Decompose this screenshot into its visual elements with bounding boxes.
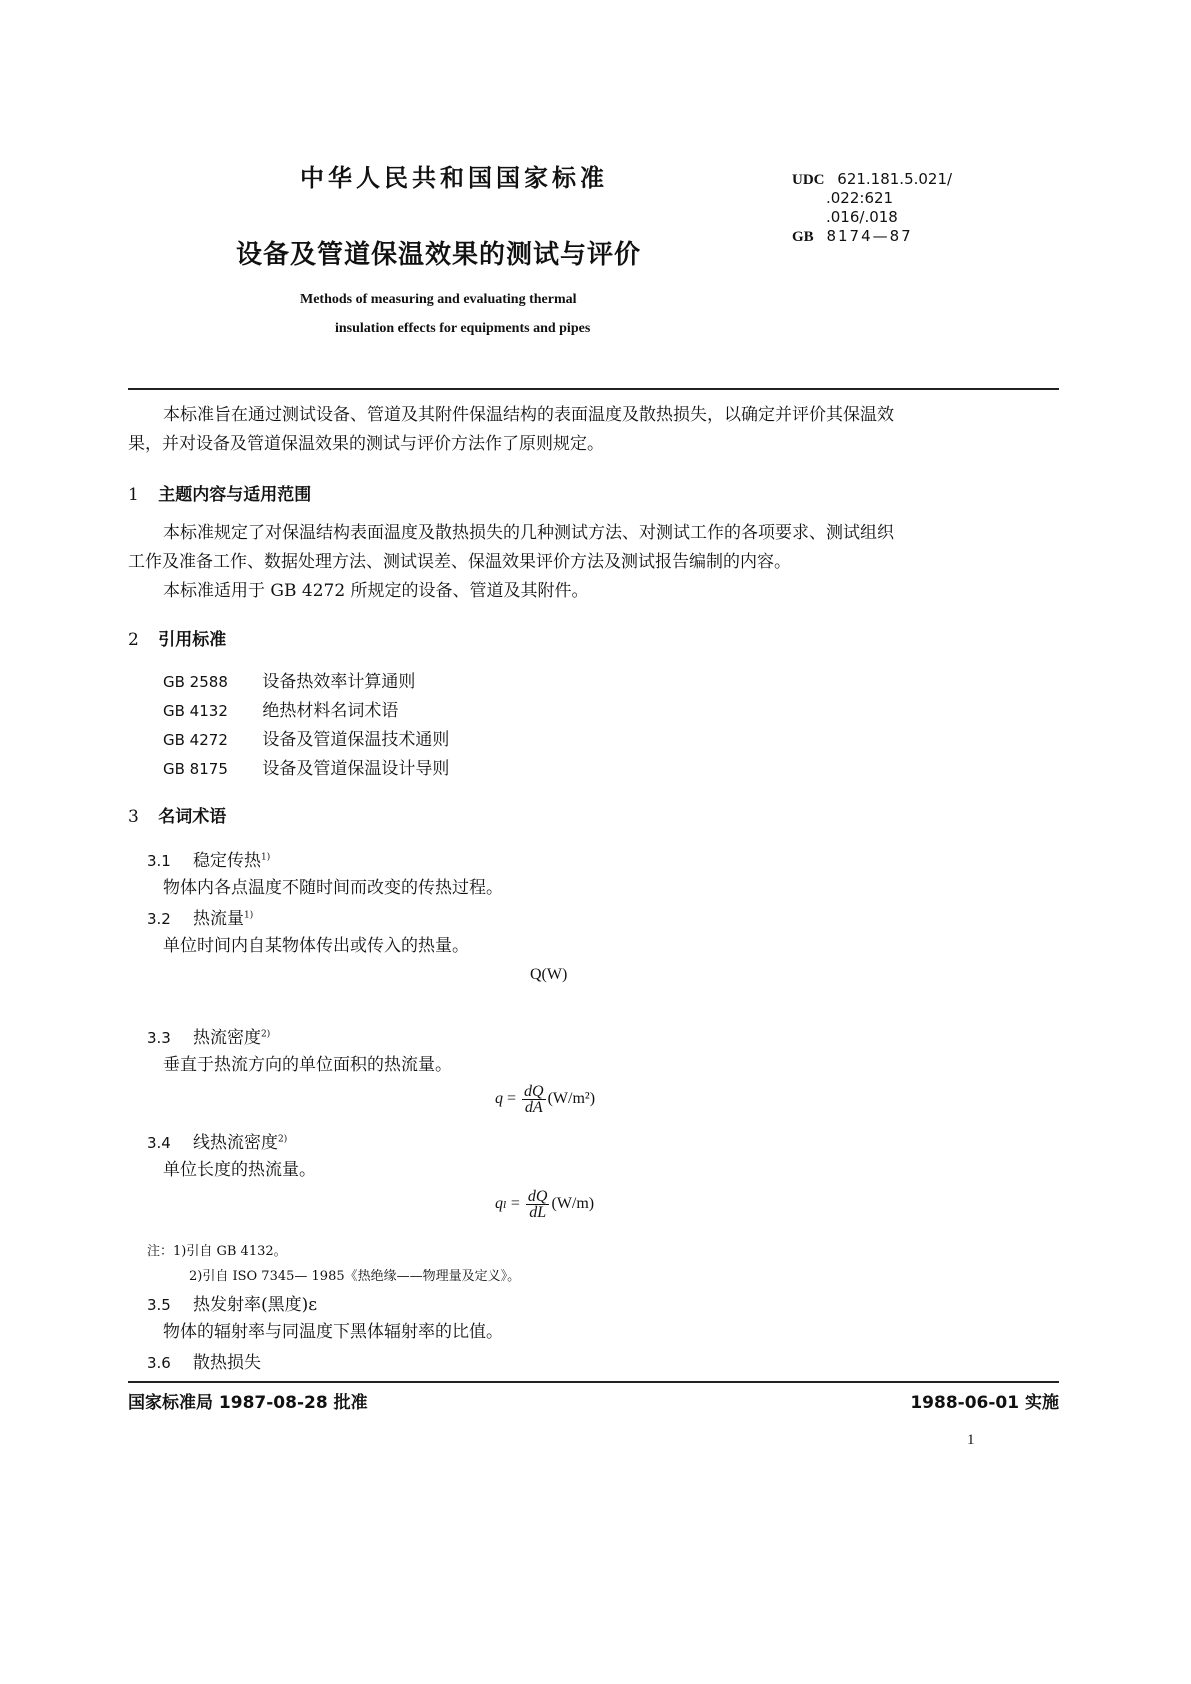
formula-lhs: qₗ [495,1195,507,1213]
gb-label: GB [792,229,814,245]
reference-list [163,667,449,783]
term-3-1-number: 3.1 [147,852,171,870]
udc-line2: .022:621 [826,189,894,207]
gb-number: 8174—87 [826,227,913,245]
udc-line3: .016/.018 [826,208,898,226]
section-1-title: 主题内容与适用范围 [158,485,312,505]
term-3-2-number: 3.2 [147,910,171,928]
term-3-4-definition: 单位长度的热流量。 [163,1160,316,1180]
formula-heat-flow: Q(W) [530,966,568,983]
section-2-title: 引用标准 [158,630,227,650]
reference-code: GB 2588 [163,673,228,691]
reference-code: GB 4272 [163,731,228,749]
national-standard-heading: 中华人民共和国国家标准 [300,164,608,192]
section-1-heading [128,480,311,505]
reference-item [163,667,449,696]
formula-unit: (W/m²) [547,1090,596,1108]
document-title-en-line2: insulation effects for equipments and pipes [335,321,591,336]
approval-line: 国家标准局 1987-08-28 批准 [128,1393,368,1413]
footnote-2: 2)引自 ISO 7345— 1985《热绝缘——物理量及定义》。 [189,1269,521,1284]
term-3-1-label: 稳定传热 [193,851,261,871]
formula-denominator: dA [524,1099,543,1116]
section-3-heading [128,802,226,827]
term-3-5-definition: 物体的辐射率与同温度下黑体辐射率的比值。 [163,1322,503,1342]
section-1-para2: 本标准适用于 GB 4272 所规定的设备、管道及其附件。 [163,581,589,601]
term-3-1 [147,846,270,871]
term-3-6-number: 3.6 [147,1354,171,1372]
term-3-4-footnote-ref: 2) [278,1134,288,1145]
intro-line1: 本标准旨在通过测试设备、管道及其附件保温结构的表面温度及散热损失，以确定并评价其保温效 [163,405,894,425]
term-3-6-label: 散热损失 [193,1353,261,1373]
footnotes [147,1240,520,1290]
section-2-number: 2 [128,630,139,650]
term-3-2-footnote-ref: 1) [244,910,254,921]
term-3-5-label: 热发射率(黑度)ε [193,1295,318,1315]
formula-numerator: dQ [524,1083,544,1100]
section-2-heading [128,625,226,650]
term-3-4-number: 3.4 [147,1134,171,1152]
footnote-1 [147,1240,520,1265]
term-3-3-label: 热流密度 [193,1028,261,1048]
formula-numerator: dQ [527,1188,548,1205]
term-3-4 [147,1128,287,1153]
header-divider [128,388,1059,390]
term-3-3-number: 3.3 [147,1029,171,1047]
formula-unit: (W/m) [551,1195,595,1213]
term-3-1-definition: 物体内各点温度不随时间而改变的传热过程。 [163,878,503,898]
section-1-para1-line2: 工作及准备工作、数据处理方法、测试误差、保温效果评价方法及测试报告编制的内容。 [128,552,791,572]
udc-line1: 621.181.5.021/ [837,170,953,188]
reference-code: GB 4132 [163,702,228,720]
term-3-4-label: 线热流密度 [193,1133,278,1153]
reference-name: 设备热效率计算通则 [262,672,416,692]
formula-fraction [526,1189,550,1220]
term-3-2-definition: 单位时间内自某物体传出或传入的热量。 [163,936,469,956]
section-3-number: 3 [128,807,139,827]
term-3-6 [147,1348,261,1373]
formula-lhs: q [495,1090,503,1108]
term-3-2 [147,904,253,929]
reference-item [163,696,449,725]
term-3-1-footnote-ref: 1) [261,852,271,863]
document-title-en-line1: Methods of measuring and evaluating thermal [300,292,577,307]
udc-label: UDC [792,172,825,188]
footer-divider [128,1381,1059,1383]
effective-date-line: 1988-06-01 实施 [910,1393,1059,1413]
term-3-5-number: 3.5 [147,1296,171,1314]
reference-name: 设备及管道保温技术通则 [262,730,450,750]
document-title-zh: 设备及管道保温效果的测试与评价 [236,240,642,270]
reference-item [163,725,449,754]
reference-code: GB 8175 [163,760,228,778]
intro-line2: 果，并对设备及管道保温效果的测试与评价方法作了原则规定。 [128,434,604,454]
formula-linear-heat-flux-density: qₗ = $\frac{dQ}{dL}$ (W/m) [495,1188,595,1221]
formula-denominator: dL [529,1204,547,1221]
section-1-para1-line1: 本标准规定了对保温结构表面温度及散热损失的几种测试方法、对测试工作的各项要求、测试组织 [163,523,894,543]
formula-heat-flux-density: q = $\frac{dQ}{dA}$ (W/m²) [495,1083,596,1116]
footnote-label: 注： [147,1244,174,1259]
term-3-2-label: 热流量 [193,909,244,929]
formula-fraction [522,1084,546,1115]
section-1-number: 1 [128,485,139,505]
reference-name: 绝热材料名词术语 [262,701,399,721]
page-number: 1 [967,1432,975,1448]
term-3-3-footnote-ref: 2) [261,1029,271,1040]
section-3-title: 名词术语 [158,807,227,827]
reference-name: 设备及管道保温设计导则 [262,759,450,779]
reference-item [163,754,449,783]
footnote-1-text: 1)引自 GB 4132。 [173,1244,287,1259]
term-3-3-definition: 垂直于热流方向的单位面积的热流量。 [163,1055,452,1075]
term-3-5 [147,1290,317,1315]
term-3-3 [147,1023,270,1048]
udc-block [792,170,952,246]
